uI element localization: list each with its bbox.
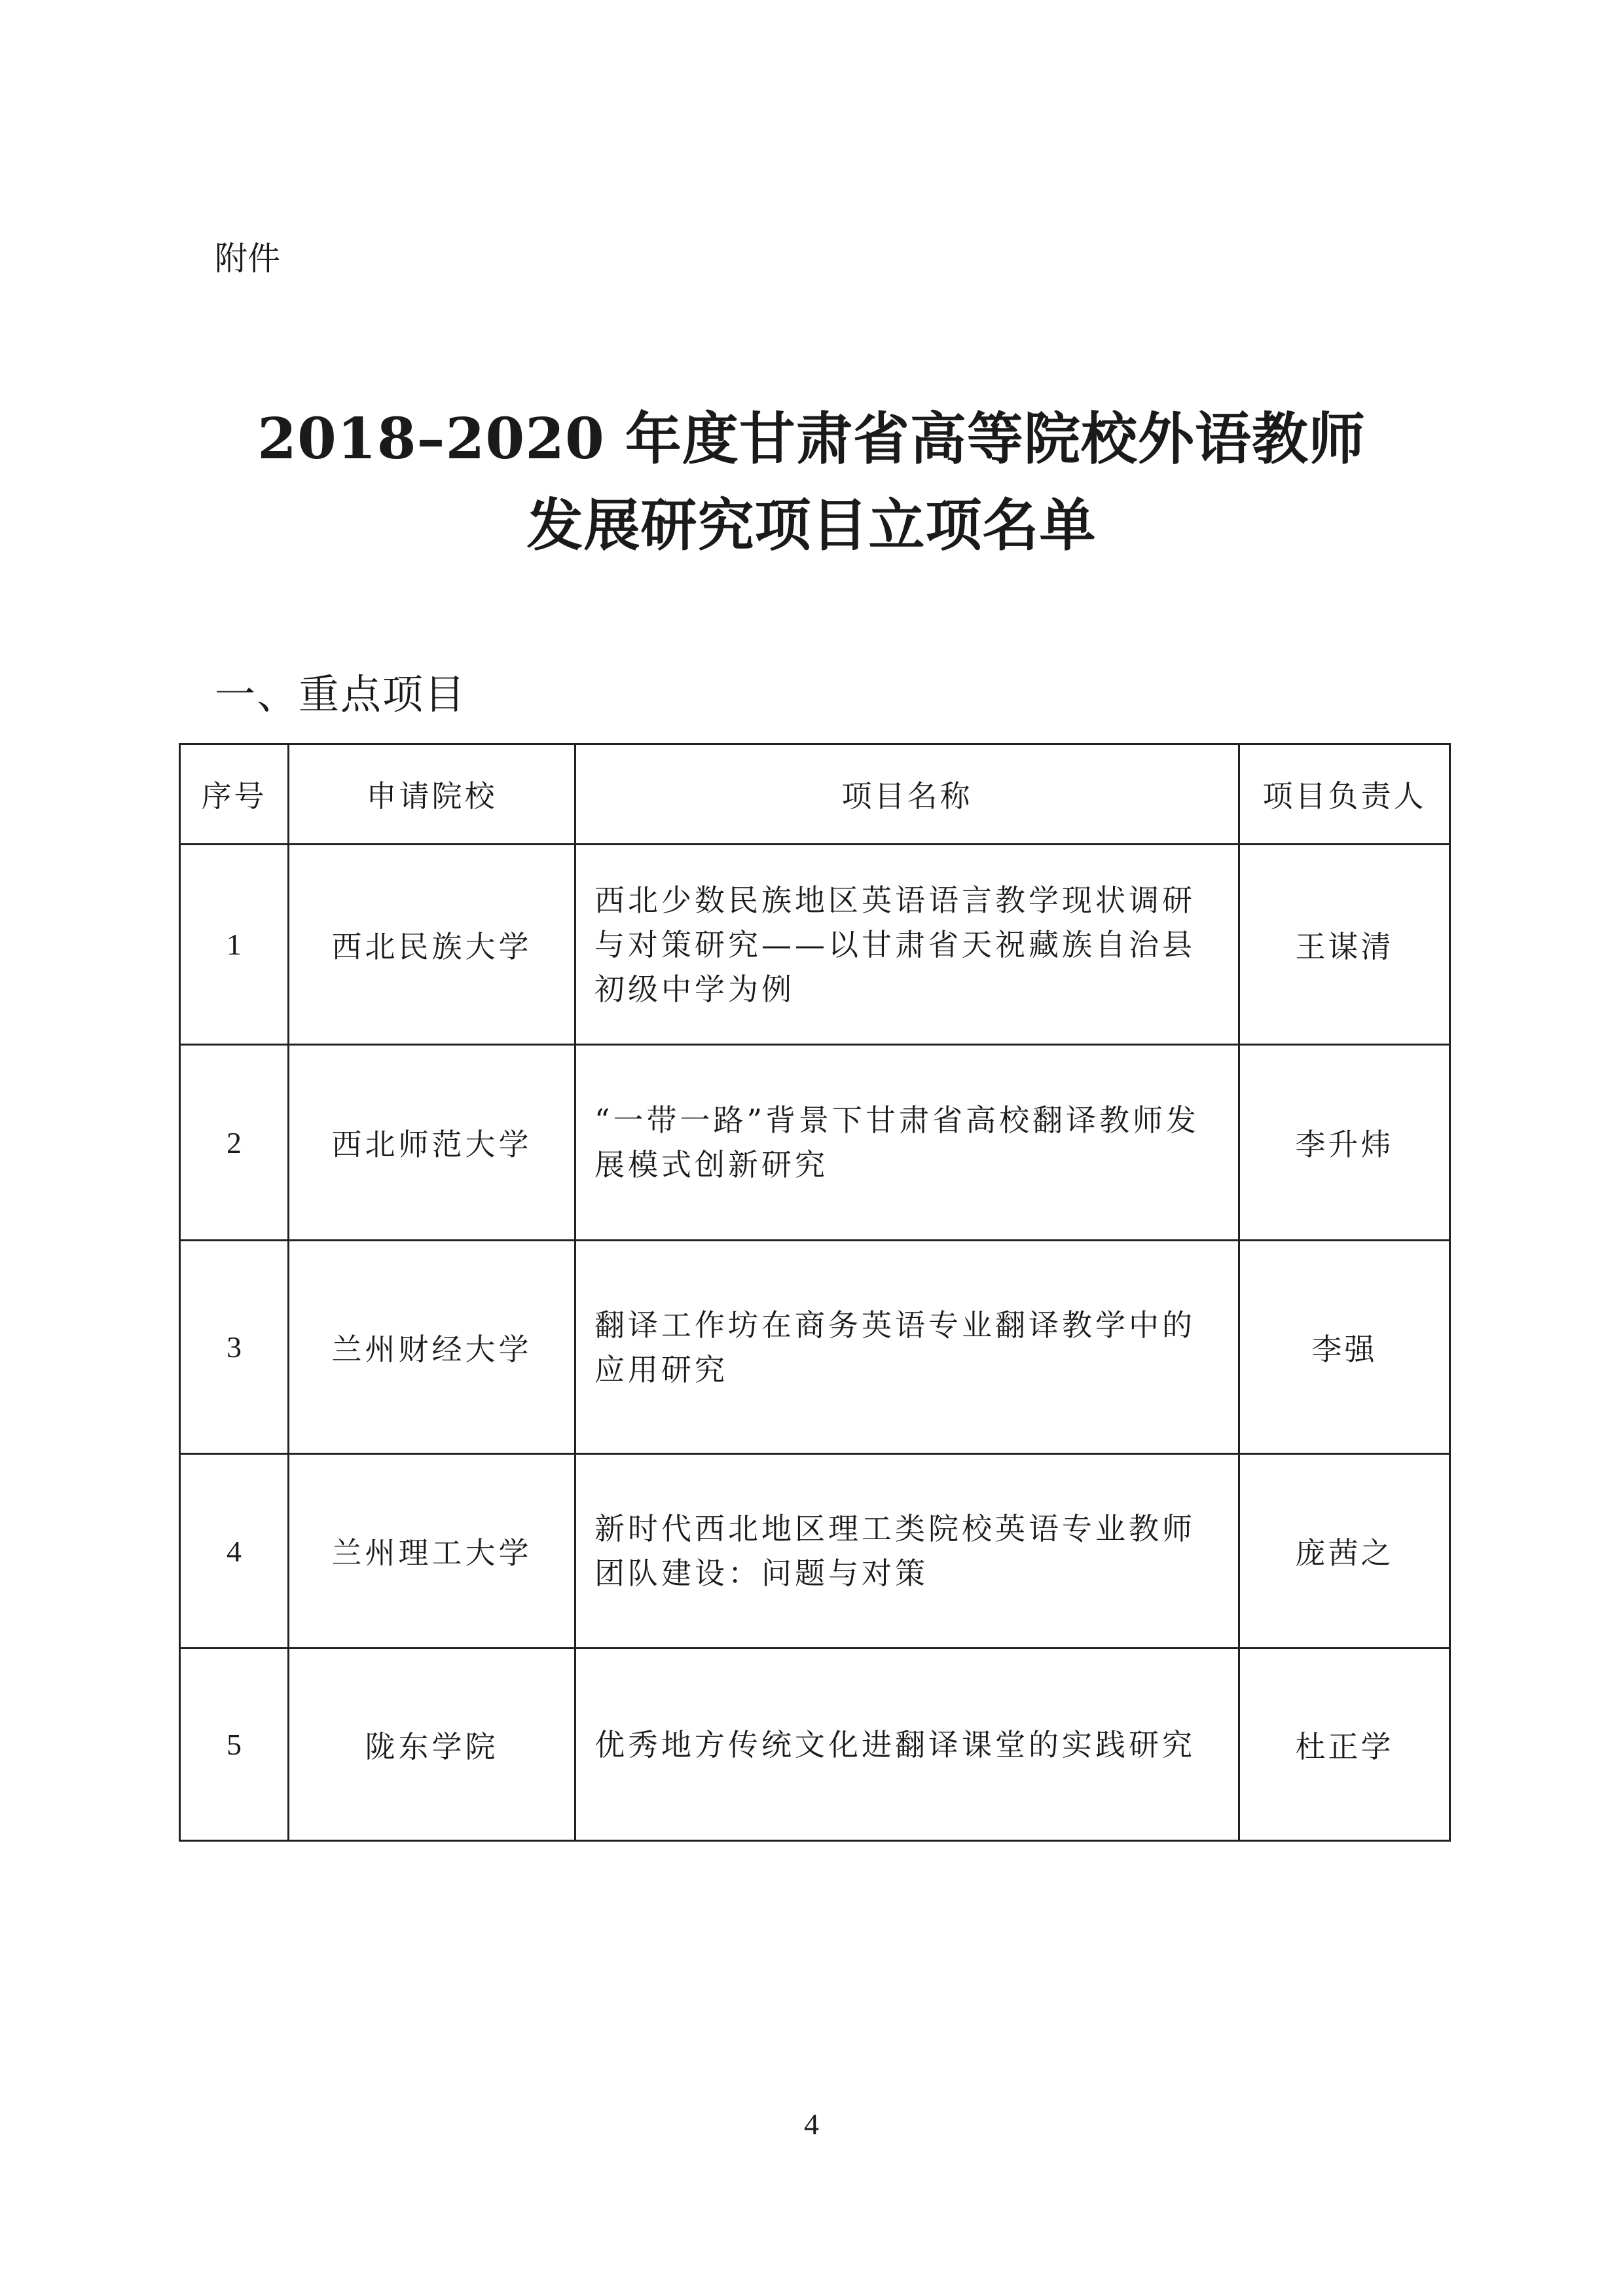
header-leader: 项目负责人	[1239, 744, 1450, 845]
row-school: 西北民族大学	[289, 845, 575, 1045]
document-title-line-1: 2018–2020 年度甘肃省高等院校外语教师	[257, 406, 1366, 472]
row-number: 2	[180, 1045, 289, 1241]
project-list-table-container	[179, 743, 1451, 1842]
row-number: 4	[180, 1454, 289, 1649]
row-leader: 王谋清	[1239, 845, 1450, 1045]
row-project-name: 优秀地方传统文化进翻译课堂的实践研究	[575, 1649, 1239, 1841]
header-school: 申请院校	[289, 744, 575, 845]
row-number: 5	[180, 1649, 289, 1841]
row-number: 3	[180, 1241, 289, 1454]
project-list-table	[179, 743, 1451, 1842]
table-row	[180, 1045, 1450, 1241]
table-row	[180, 1454, 1450, 1649]
row-school: 兰州财经大学	[289, 1241, 575, 1454]
row-project-name: “一带一路”背景下甘肃省高校翻译教师发展模式创新研究	[575, 1045, 1239, 1241]
row-number: 1	[180, 845, 289, 1045]
table-row	[180, 1649, 1450, 1841]
row-project-name: 西北少数民族地区英语语言教学现状调研与对策研究——以甘肃省天祝藏族自治县初级中学为例	[575, 845, 1239, 1045]
row-school: 西北师范大学	[289, 1045, 575, 1241]
table-row	[180, 1241, 1450, 1454]
row-school: 兰州理工大学	[289, 1454, 575, 1649]
table-header-row	[180, 744, 1450, 845]
row-project-name: 翻译工作坊在商务英语专业翻译教学中的应用研究	[575, 1241, 1239, 1454]
attachment-label: 附件	[215, 240, 280, 278]
row-school: 陇东学院	[289, 1649, 575, 1841]
row-project-name: 新时代西北地区理工类院校英语专业教师团队建设：问题与对策	[575, 1454, 1239, 1649]
header-number: 序号	[180, 744, 289, 845]
document-title-line-2: 发展研究项目立项名单	[526, 492, 1097, 558]
page-number: 4	[804, 2107, 819, 2141]
row-leader: 李升炜	[1239, 1045, 1450, 1241]
row-leader: 李强	[1239, 1241, 1450, 1454]
header-project-name: 项目名称	[575, 744, 1239, 845]
row-leader: 庞茜之	[1239, 1454, 1450, 1649]
section-heading-key-projects: 一、重点项目	[215, 670, 467, 718]
row-leader: 杜正学	[1239, 1649, 1450, 1841]
table-row	[180, 845, 1450, 1045]
